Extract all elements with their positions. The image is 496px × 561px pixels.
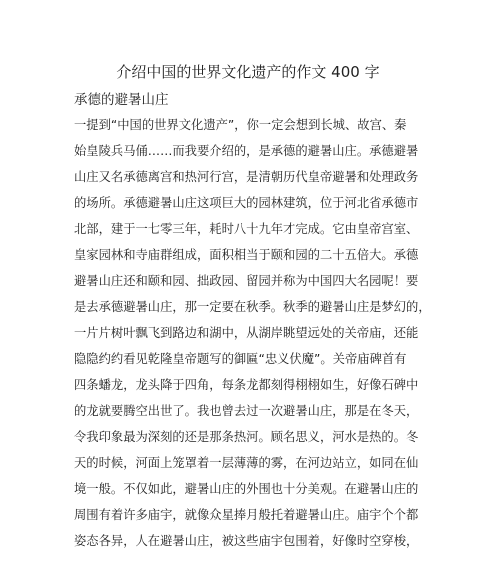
body-line: 四条蟠龙，龙头降于四角，每条龙都刻得栩栩如生，好像石碑中 (74, 378, 419, 392)
body-line: 令我印象最为深刻的还是那条热河。顾名思义，河水是热的。冬 (74, 430, 419, 444)
document-title: 介绍中国的世界文化遗产的作文 400 字 (116, 63, 380, 81)
body-line: 始皇陵兵马俑……而我要介绍的，是承德的避暑山庄。承德避暑 (74, 144, 419, 158)
body-line: 一提到“中国的世界文化遗产”，你一定会想到长城、故宫、秦 (74, 118, 407, 132)
body-line: 避暑山庄还和颐和园、拙政园、留园并称为中国四大名园呢！要 (74, 274, 419, 288)
document-body (74, 115, 434, 557)
body-line: 皇家园林和寺庙群组成，面积相当于颐和园的二十五倍大。承德 (74, 248, 419, 262)
body-line: 北部，建于一七零三年，耗时八十九年才完成。它由皇帝宫室、 (74, 222, 419, 236)
body-line: 是去承德避暑山庄，那一定要在秋季。秋季的避暑山庄是梦幻的， (74, 300, 431, 314)
body-line: 姿态各异，人在避暑山庄，被这些庙宇包围着，好像时空穿梭， (74, 534, 419, 548)
body-line: 天的时候，河面上笼罩着一层薄薄的雾，在河边站立，如同在仙 (74, 456, 419, 470)
body-line: 境一般。不仅如此，避暑山庄的外围也十分美观。在避暑山庄的 (74, 482, 419, 496)
body-line: 的龙就要腾空出世了。我也曾去过一次避暑山庄，那是在冬天， (74, 404, 419, 418)
body-line: 一片片树叶飘飞到路边和湖中，从湖岸眺望远处的关帝庙，还能 (74, 326, 419, 340)
body-line: 隐隐约约看见乾隆皇帝题写的御匾“忠义伏魔”。关帝庙碑首有 (74, 352, 407, 366)
document-subtitle: 承德的避暑山庄 (74, 92, 169, 108)
body-line: 山庄又名承德离宫和热河行宫，是清朝历代皇帝避暑和处理政务 (74, 170, 419, 184)
body-line: 的场所。承德避暑山庄这项巨大的园林建筑，位于河北省承德市 (74, 196, 419, 210)
body-line: 周围有着许多庙宇，就像众星捧月般托着避暑山庄。庙宇个个都 (74, 508, 419, 522)
